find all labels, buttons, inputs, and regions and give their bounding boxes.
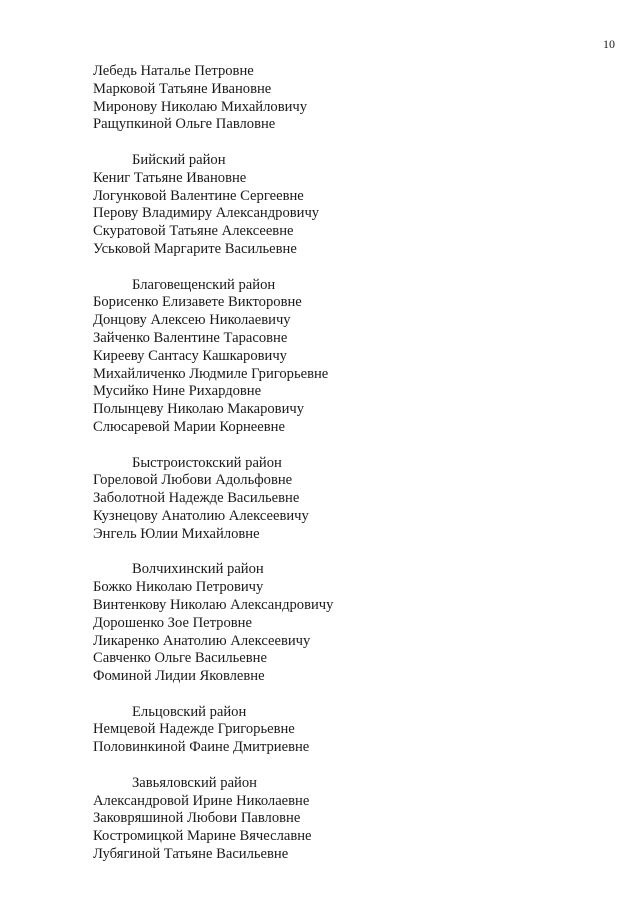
recipient-name: Кирееву Сантасу Кашкаровичу xyxy=(93,347,287,364)
recipient-name: Кениг Татьяне Ивановне xyxy=(93,169,247,186)
recipient-name: Логунковой Валентине Сергеевне xyxy=(93,187,304,204)
district-section-zavyalovsky xyxy=(93,775,613,864)
recipient-name: Перову Владимиру Александровичу xyxy=(93,205,320,222)
recipient-name: Савченко Ольге Васильевне xyxy=(93,650,267,667)
recipient-name: Борисенко Елизавете Викторовне xyxy=(93,294,302,311)
district-section-bystroistoksky xyxy=(93,455,613,544)
district-section-volchikhinsky xyxy=(93,561,613,686)
recipient-name: Костромицкой Марине Вячеславне xyxy=(93,828,312,845)
district-title: Завьяловский район xyxy=(132,774,257,791)
recipient-name: Винтенкову Николаю Александровичу xyxy=(93,596,334,613)
recipient-name: Донцову Алексею Николаевичу xyxy=(93,312,291,329)
recipient-name: Лебедь Наталье Петровне xyxy=(93,63,254,79)
district-section-biysky xyxy=(93,152,613,259)
recipient-name: Слюсаревой Марии Корнеевне xyxy=(93,418,285,435)
award-recipients-list xyxy=(93,63,613,864)
recipient-name: Половинкиной Фаине Дмитриевне xyxy=(93,739,310,756)
recipient-name: Миронову Николаю Михайловичу xyxy=(93,98,308,115)
recipient-name: Михайличенко Людмиле Григорьевне xyxy=(93,365,329,382)
recipient-name: Ращупкиной Ольге Павловне xyxy=(93,116,276,133)
district-title: Бийский район xyxy=(132,151,226,168)
recipient-name: Фоминой Лидии Яковлевне xyxy=(93,668,265,685)
recipient-name: Дорошенко Зое Петровне xyxy=(93,614,252,631)
recipient-name: Гореловой Любови Адольфовне xyxy=(93,472,293,489)
district-title: Благовещенский район xyxy=(132,276,276,293)
district-title: Ельцовский район xyxy=(132,703,247,720)
recipient-name: Ликаренко Анатолию Алексеевичу xyxy=(93,632,311,649)
recipient-name: Энгель Юлии Михайловне xyxy=(93,525,260,542)
recipient-name: Уськовой Маргарите Васильевне xyxy=(93,240,297,257)
recipient-name: Скуратовой Татьяне Алексеевне xyxy=(93,223,294,240)
recipient-name: Немцевой Надежде Григорьевне xyxy=(93,721,295,738)
district-section-blagoveshchensky xyxy=(93,277,613,437)
recipient-name: Лубягиной Татьяне Васильевне xyxy=(93,846,289,863)
district-section-eltsovsky xyxy=(93,704,613,757)
recipient-name: Мусийко Нине Рихардовне xyxy=(93,383,262,400)
recipient-name: Божко Николаю Петровичу xyxy=(93,579,264,596)
district-title: Волчихинский район xyxy=(132,561,264,578)
recipient-name: Заболотной Надежде Васильевне xyxy=(93,490,300,507)
intro-names-group xyxy=(93,63,613,134)
recipient-name: Заковряшиной Любови Павловне xyxy=(93,810,301,827)
recipient-name: Полынцеву Николаю Макаровичу xyxy=(93,401,305,418)
recipient-name: Кузнецову Анатолию Алексеевичу xyxy=(93,507,309,524)
district-title: Быстроистокский район xyxy=(132,454,282,471)
page-number: 10 xyxy=(603,37,615,51)
recipient-name: Зайченко Валентине Тарасовне xyxy=(93,329,288,346)
recipient-name: Марковой Татьяне Ивановне xyxy=(93,80,272,97)
recipient-name: Александровой Ирине Николаевне xyxy=(93,792,310,809)
